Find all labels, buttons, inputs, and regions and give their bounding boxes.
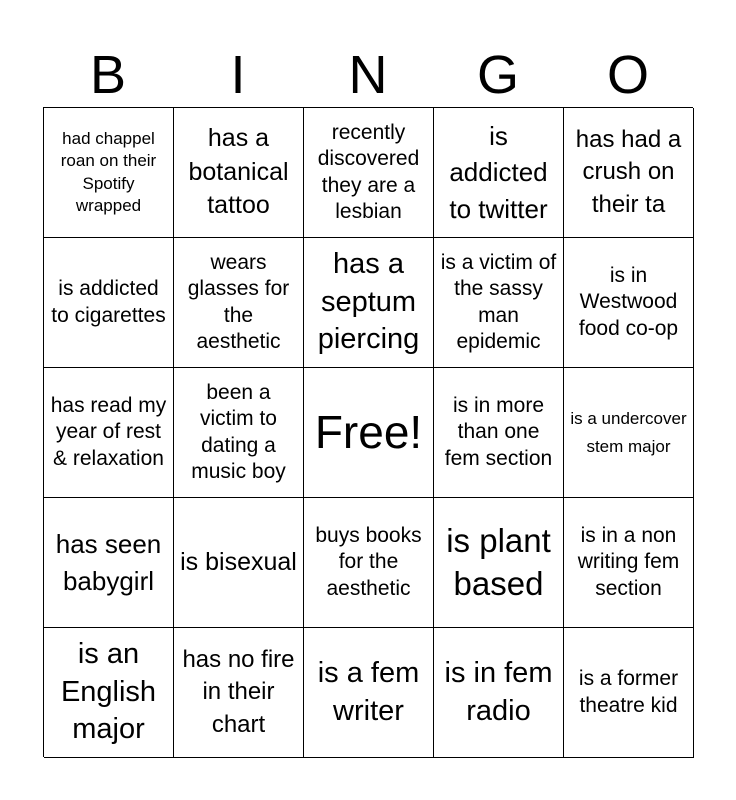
cell-text: wears glasses for the aesthetic <box>187 251 290 353</box>
bingo-cell-b3[interactable] <box>44 368 174 498</box>
bingo-cell-b2[interactable] <box>44 238 174 368</box>
bingo-cell-o5[interactable] <box>564 628 694 758</box>
cell-text: has had a crush on their ta <box>575 125 682 218</box>
cell-text: is bisexual <box>180 547 297 576</box>
bingo-cell-n5[interactable] <box>304 628 434 758</box>
bingo-cell-i1[interactable] <box>174 108 304 238</box>
bingo-cell-o1[interactable] <box>564 108 694 238</box>
header-letter-g: G <box>476 45 519 105</box>
cell-text: has seen babygirl <box>55 529 162 596</box>
bingo-cell-i4[interactable] <box>174 498 304 628</box>
bingo-cell-b4[interactable] <box>44 498 174 628</box>
bingo-cell-b5[interactable] <box>44 628 174 758</box>
cell-text: is addicted to cigarettes <box>51 277 166 327</box>
bingo-cell-o4[interactable] <box>564 498 694 628</box>
bingo-cell-g5[interactable] <box>434 628 564 758</box>
bingo-cell-o3[interactable] <box>564 368 694 498</box>
cell-text: has read my year of rest & relaxation <box>50 394 167 470</box>
cell-text: is in more than one fem section <box>444 394 553 470</box>
cell-text: is an English major <box>60 637 157 746</box>
cell-text: has no fire in their chart <box>182 645 295 738</box>
cell-text: is addicted to twitter <box>449 120 548 224</box>
bingo-cell-g4[interactable] <box>434 498 564 628</box>
cell-text: is in Westwood food co-op <box>578 264 679 340</box>
cell-text: recently discovered they are a lesbian <box>317 121 420 223</box>
bingo-cell-g2[interactable] <box>434 238 564 368</box>
cell-text: been a victim to dating a music boy <box>191 381 286 483</box>
bingo-cell-n1[interactable] <box>304 108 434 238</box>
cell-text: is in fem radio <box>444 656 553 727</box>
bingo-cell-free[interactable] <box>304 368 434 498</box>
cell-text: buys books for the aesthetic <box>315 524 422 600</box>
cell-text: is a fem writer <box>317 656 420 727</box>
bingo-cell-n4[interactable] <box>304 498 434 628</box>
header-letter-b: B <box>89 45 127 105</box>
bingo-cell-g3[interactable] <box>434 368 564 498</box>
bingo-header <box>43 44 693 106</box>
cell-text: has a botanical tattoo <box>188 123 289 220</box>
cell-text: is plant based <box>446 521 551 602</box>
free-space-text: Free! <box>314 405 423 458</box>
bingo-cell-i2[interactable] <box>174 238 304 368</box>
bingo-cell-b1[interactable] <box>44 108 174 238</box>
header-letter-i: I <box>230 45 246 105</box>
bingo-cell-g1[interactable] <box>434 108 564 238</box>
bingo-cell-n2[interactable] <box>304 238 434 368</box>
cell-text: had chappel roan on their Spotify wrapped <box>60 129 157 215</box>
bingo-cell-i3[interactable] <box>174 368 304 498</box>
bingo-cell-i5[interactable] <box>174 628 304 758</box>
cell-text: is a victim of the sassy man epidemic <box>440 251 557 353</box>
header-letter-n: N <box>348 45 388 105</box>
bingo-board <box>43 107 693 757</box>
bingo-cell-o2[interactable] <box>564 238 694 368</box>
cell-text: has a septum piercing <box>317 247 420 356</box>
cell-text: is a undercover stem major <box>570 409 687 456</box>
cell-text: is in a non writing fem section <box>577 524 680 600</box>
cell-text: is a former theatre kid <box>578 667 679 717</box>
header-letter-o: O <box>606 45 649 105</box>
